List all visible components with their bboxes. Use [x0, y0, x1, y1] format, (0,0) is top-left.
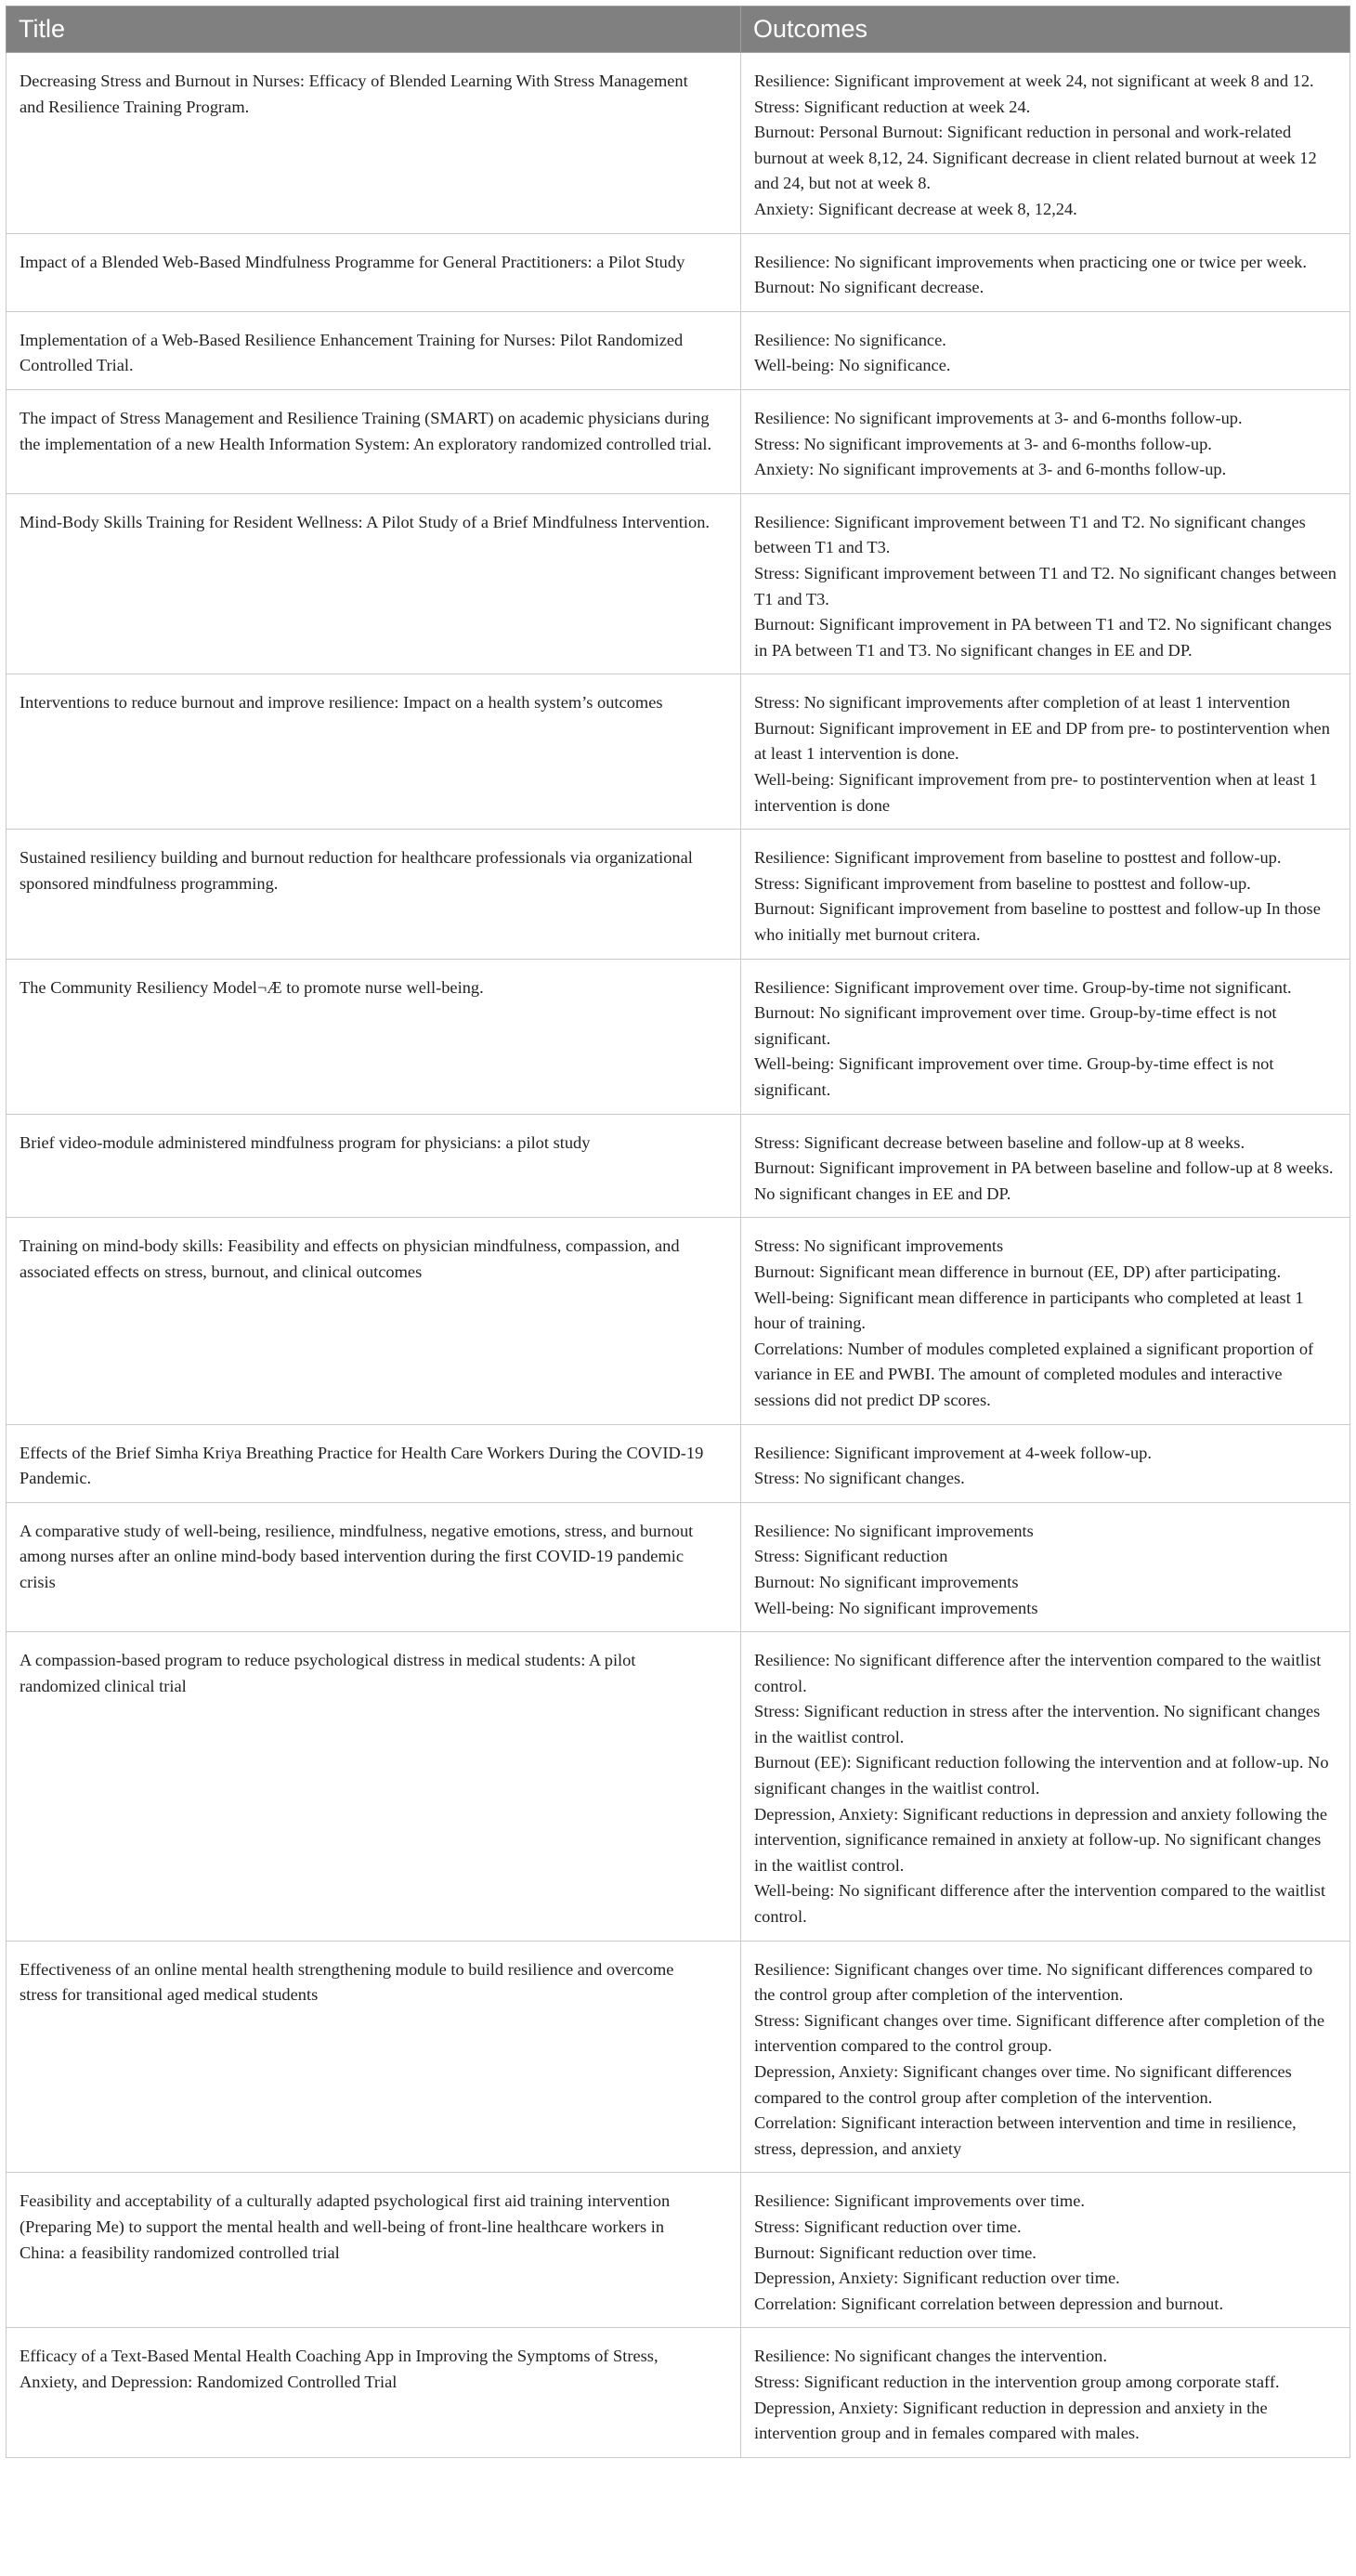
- study-title: Feasibility and acceptability of a culturally adapted psychological first aid training intervention (Preparing Me) to support the mental health and well-being of front-line healthcare workers in China: a feasibility randomized controlled trial: [7, 2173, 741, 2328]
- outcome-line: Well-being: Significant mean difference in participants who completed at least 1 hour of training.: [754, 1288, 1304, 1333]
- outcome-line: Depression, Anxiety: Significant reduction in depression and anxiety in the intervention group and in females compared with males.: [754, 2398, 1268, 2443]
- outcome-line: Stress: Significant reduction over time.: [754, 2216, 1022, 2236]
- table-row: [7, 1114, 1350, 1218]
- study-outcomes: [741, 1114, 1350, 1218]
- outcome-line: Stress: Significant reduction in stress after the intervention. No significant changes in the waitlist control.: [754, 1702, 1321, 1746]
- outcome-line: Stress: No significant improvements: [754, 1236, 1004, 1256]
- study-outcomes: [741, 1502, 1350, 1631]
- outcome-line: Well-being: Significant improvement over time. Group-by-time effect is not significant.: [754, 1054, 1274, 1099]
- outcome-line: Anxiety: No significant improvements at 3- and 6-months follow-up.: [754, 460, 1227, 479]
- study-title: Interventions to reduce burnout and improve resilience: Impact on a health system’s outcomes: [7, 674, 741, 830]
- table-body: [7, 53, 1350, 2458]
- study-outcomes: [741, 311, 1350, 389]
- outcome-line: Resilience: No significant changes the intervention.: [754, 2347, 1107, 2366]
- study-outcomes: [741, 674, 1350, 830]
- table-row: [7, 389, 1350, 493]
- study-outcomes: [741, 2328, 1350, 2457]
- outcome-line: Burnout: Significant improvement in PA between T1 and T2. No significant changes in PA between T1 and T3. No significant changes in EE and DP.: [754, 615, 1332, 660]
- study-title: Impact of a Blended Web-Based Mindfulness Programme for General Practitioners: a Pilot Study: [7, 233, 741, 311]
- study-outcomes: [741, 959, 1350, 1114]
- outcome-line: Resilience: No significant improvements at 3- and 6-months follow-up.: [754, 408, 1243, 427]
- outcome-line: Burnout (EE): Significant reduction following the intervention and at follow-up. No significant changes in the waitlist control.: [754, 1753, 1329, 1798]
- outcome-line: Stress: No significant improvements after completion of at least 1 intervention: [754, 693, 1291, 713]
- header-title: Title: [7, 7, 741, 53]
- study-title: Training on mind-body skills: Feasibility and effects on physician mindfulness, compassion, and associated effects on stress, burnout, and clinical outcomes: [7, 1218, 741, 1424]
- outcome-line: Depression, Anxiety: Significant changes over time. No significant differences compared to the control group after completion of the intervention.: [754, 2062, 1292, 2107]
- study-title: The impact of Stress Management and Resilience Training (SMART) on academic physicians during the implementation of a new Health Information System: An exploratory randomized controlled trial.: [7, 389, 741, 493]
- study-title: Efficacy of a Text-Based Mental Health Coaching App in Improving the Symptoms of Stress, Anxiety, and Depression: Randomized Controlled Trial: [7, 2328, 741, 2457]
- study-title: Effects of the Brief Simha Kriya Breathing Practice for Health Care Workers During the COVID-19 Pandemic.: [7, 1424, 741, 1502]
- outcome-line: Resilience: Significant improvement at week 24, not significant at week 8 and 12.: [754, 72, 1314, 90]
- table-row: [7, 493, 1350, 674]
- outcome-line: Burnout: No significant decrease.: [754, 278, 984, 297]
- outcome-line: Depression, Anxiety: Significant reductions in depression and anxiety following the intervention, significance remained in anxiety at follow-up. No significant changes in the waitlist control.: [754, 1804, 1327, 1875]
- studies-table-container: [6, 6, 1349, 2458]
- study-outcomes: [741, 830, 1350, 959]
- outcome-line: Burnout: Personal Burnout: Significant reduction in personal and work-related burnout at week 8,12, 24. Significant decrease in client related burnout at week 12 and 24, but not at week 8.: [754, 123, 1317, 193]
- outcome-line: Anxiety: Significant decrease at week 8, 12,24.: [754, 199, 1077, 218]
- outcome-line: Stress: Significant reduction in the intervention group among corporate staff.: [754, 2372, 1280, 2391]
- outcome-line: Resilience: Significant improvement over time. Group-by-time not significant.: [754, 977, 1292, 997]
- outcome-line: Stress: Significant reduction: [754, 1547, 948, 1566]
- table-row: [7, 1218, 1350, 1424]
- study-title: Mind-Body Skills Training for Resident Wellness: A Pilot Study of a Brief Mindfulness Intervention.: [7, 493, 741, 674]
- table-row: [7, 311, 1350, 389]
- table-row: [7, 830, 1350, 959]
- study-title: Implementation of a Web-Based Resilience Enhancement Training for Nurses: Pilot Randomized Controlled Trial.: [7, 311, 741, 389]
- outcome-line: Resilience: No significance.: [754, 330, 946, 349]
- outcome-line: Stress: No significant improvements at 3- and 6-months follow-up.: [754, 434, 1212, 453]
- study-outcomes: [741, 2173, 1350, 2328]
- table-row: [7, 1424, 1350, 1502]
- outcome-line: Well-being: No significant difference after the intervention compared to the waitlist control.: [754, 1881, 1326, 1927]
- table-row: [7, 2173, 1350, 2328]
- study-title: The Community Resiliency Model¬Æ to promote nurse well-being.: [7, 959, 741, 1114]
- study-title: A compassion-based program to reduce psychological distress in medical students: A pilot randomized clinical trial: [7, 1632, 741, 1942]
- outcome-line: Correlation: Significant correlation between depression and burnout.: [754, 2294, 1224, 2313]
- study-title: Effectiveness of an online mental health strengthening module to build resilience and overcome stress for transitional aged medical students: [7, 1941, 741, 2173]
- outcome-line: Depression, Anxiety: Significant reduction over time.: [754, 2269, 1120, 2288]
- outcome-line: Correlations: Number of modules completed explained a significant proportion of variance in EE and PWBI. The amount of completed modules and interactive sessions did not predict DP scores.: [754, 1339, 1314, 1409]
- outcome-line: Well-being: Significant improvement from pre- to postintervention when at least 1 intervention is done: [754, 770, 1318, 815]
- outcome-line: Resilience: Significant improvements over time.: [754, 2191, 1085, 2211]
- study-outcomes: [741, 493, 1350, 674]
- study-outcomes: [741, 389, 1350, 493]
- study-title: Sustained resiliency building and burnout reduction for healthcare professionals via organizational sponsored mindfulness programming.: [7, 830, 741, 959]
- study-outcomes: [741, 1218, 1350, 1424]
- studies-table: [6, 6, 1350, 2458]
- study-outcomes: [741, 1424, 1350, 1502]
- table-row: [7, 1632, 1350, 1942]
- header-outcomes: Outcomes: [741, 7, 1350, 53]
- table-row: [7, 53, 1350, 234]
- outcome-line: Resilience: No significant improvements when practicing one or twice per week.: [754, 252, 1307, 271]
- header-row: [7, 7, 1350, 53]
- outcome-line: Stress: Significant reduction at week 24.: [754, 97, 1031, 116]
- study-outcomes: [741, 53, 1350, 234]
- outcome-line: Stress: Significant improvement between T1 and T2. No significant changes between T1 and T3.: [754, 563, 1337, 608]
- outcome-line: Stress: Significant improvement from baseline to posttest and follow-up.: [754, 873, 1251, 893]
- study-title: A comparative study of well-being, resilience, mindfulness, negative emotions, stress, and burnout among nurses after an online mind-body based intervention during the first COVID-19 pandemic crisis: [7, 1502, 741, 1631]
- outcome-line: Resilience: No significant improvements: [754, 1521, 1034, 1540]
- table-row: [7, 959, 1350, 1114]
- outcome-line: Burnout: Significant improvement from baseline to posttest and follow-up In those who initially met burnout critera.: [754, 899, 1321, 945]
- outcome-line: Burnout: No significant improvements: [754, 1572, 1019, 1591]
- study-outcomes: [741, 233, 1350, 311]
- outcome-line: Resilience: Significant improvement between T1 and T2. No significant changes between T1 and T3.: [754, 512, 1306, 557]
- table-row: [7, 1941, 1350, 2173]
- outcome-line: Burnout: Significant improvement in PA between baseline and follow-up at 8 weeks. No significant changes in EE and DP.: [754, 1158, 1334, 1203]
- outcome-line: Well-being: No significance.: [754, 356, 951, 375]
- table-row: [7, 674, 1350, 830]
- study-title: Brief video-module administered mindfulness program for physicians: a pilot study: [7, 1114, 741, 1218]
- outcome-line: Burnout: Significant improvement in EE and DP from pre- to postintervention when at least 1 intervention is done.: [754, 718, 1330, 764]
- study-outcomes: [741, 1941, 1350, 2173]
- outcome-line: Burnout: Significant mean difference in burnout (EE, DP) after participating.: [754, 1262, 1282, 1281]
- table-header: [7, 7, 1350, 53]
- outcome-line: Well-being: No significant improvements: [754, 1598, 1038, 1617]
- table-row: [7, 233, 1350, 311]
- table-row: [7, 1502, 1350, 1631]
- outcome-line: Resilience: No significant difference after the intervention compared to the waitlist control.: [754, 1651, 1322, 1695]
- study-outcomes: [741, 1632, 1350, 1942]
- outcome-line: Resilience: Significant improvement at 4-week follow-up.: [754, 1443, 1152, 1462]
- outcome-line: Burnout: Significant reduction over time.: [754, 2243, 1037, 2262]
- outcome-line: Resilience: Significant changes over time. No significant differences compared to the control group after completion of the intervention.: [754, 1959, 1313, 2005]
- outcome-line: Stress: Significant decrease between baseline and follow-up at 8 weeks.: [754, 1132, 1245, 1152]
- table-row: [7, 2328, 1350, 2457]
- outcome-line: Resilience: Significant improvement from baseline to posttest and follow-up.: [754, 848, 1282, 868]
- outcome-line: Stress: No significant changes.: [754, 1469, 965, 1488]
- study-title: Decreasing Stress and Burnout in Nurses: Efficacy of Blended Learning With Stress Management and Resilience Training Program.: [7, 53, 741, 234]
- outcome-line: Stress: Significant changes over time. Significant difference after completion of the intervention compared to the control group.: [754, 2010, 1325, 2056]
- outcome-line: Burnout: No significant improvement over time. Group-by-time effect is not significant.: [754, 1003, 1277, 1048]
- outcome-line: Correlation: Significant interaction between intervention and time in resilience, stress, depression, and anxiety: [754, 2113, 1297, 2158]
